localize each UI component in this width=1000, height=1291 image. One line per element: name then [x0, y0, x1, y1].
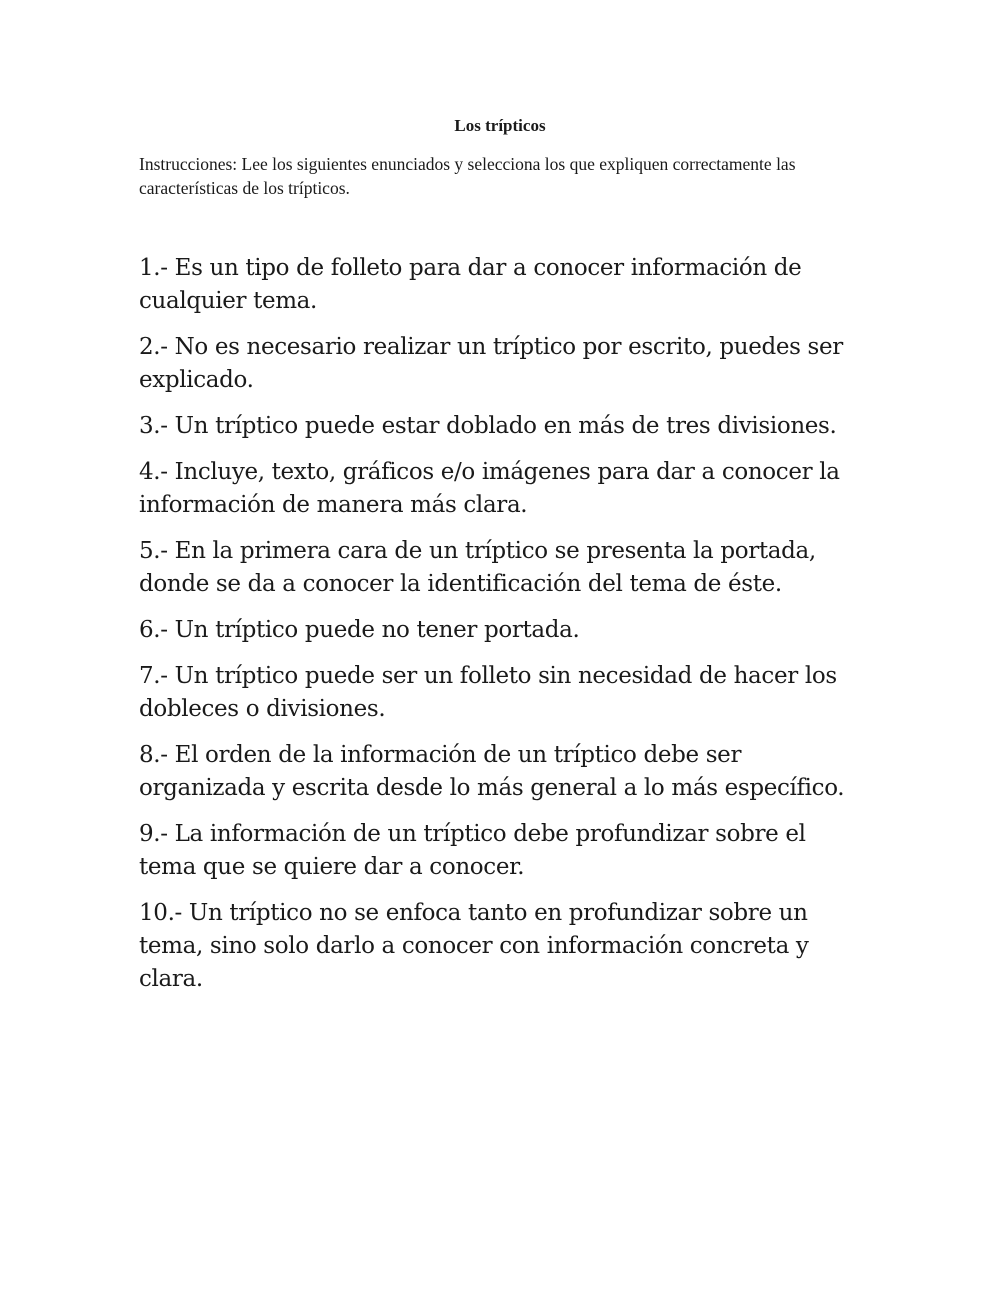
statement-item[interactable]: 6.- Un tríptico puede no tener portada. [139, 617, 580, 643]
instructions-text: Instrucciones: Lee los siguientes enunciados y selecciona los que expliquen correctamente las características de los trípticos. [139, 154, 796, 198]
statement-item[interactable]: 1.- Es un tipo de folleto para dar a conocer información de cualquier tema. [139, 255, 802, 314]
statement-item[interactable]: 4.- Incluye, texto, gráficos e/o imágenes para dar a conocer la información de manera más clara. [139, 459, 840, 518]
statement-item[interactable]: 10.- Un tríptico no se enfoca tanto en profundizar sobre un tema, sino solo darlo a conocer con información concreta y clara. [139, 900, 809, 992]
statement-item[interactable]: 5.- En la primera cara de un tríptico se presenta la portada, donde se da a conocer la identificación del tema de éste. [139, 538, 816, 597]
statement-list [139, 252, 869, 1009]
statement-item[interactable]: 2.- No es necesario realizar un tríptico por escrito, puedes ser explicado. [139, 334, 843, 393]
statement-item[interactable]: 8.- El orden de la información de un tríptico debe ser organizada y escrita desde lo más general a lo más específico. [139, 742, 845, 801]
statement-item[interactable]: 9.- La información de un tríptico debe profundizar sobre el tema que se quiere dar a conocer. [139, 821, 806, 880]
statement-item[interactable]: 7.- Un tríptico puede ser un folleto sin necesidad de hacer los dobleces o divisiones. [139, 663, 837, 722]
statement-item[interactable]: 3.- Un tríptico puede estar doblado en más de tres divisiones. [139, 413, 837, 439]
page-title: Los trípticos [454, 116, 546, 135]
